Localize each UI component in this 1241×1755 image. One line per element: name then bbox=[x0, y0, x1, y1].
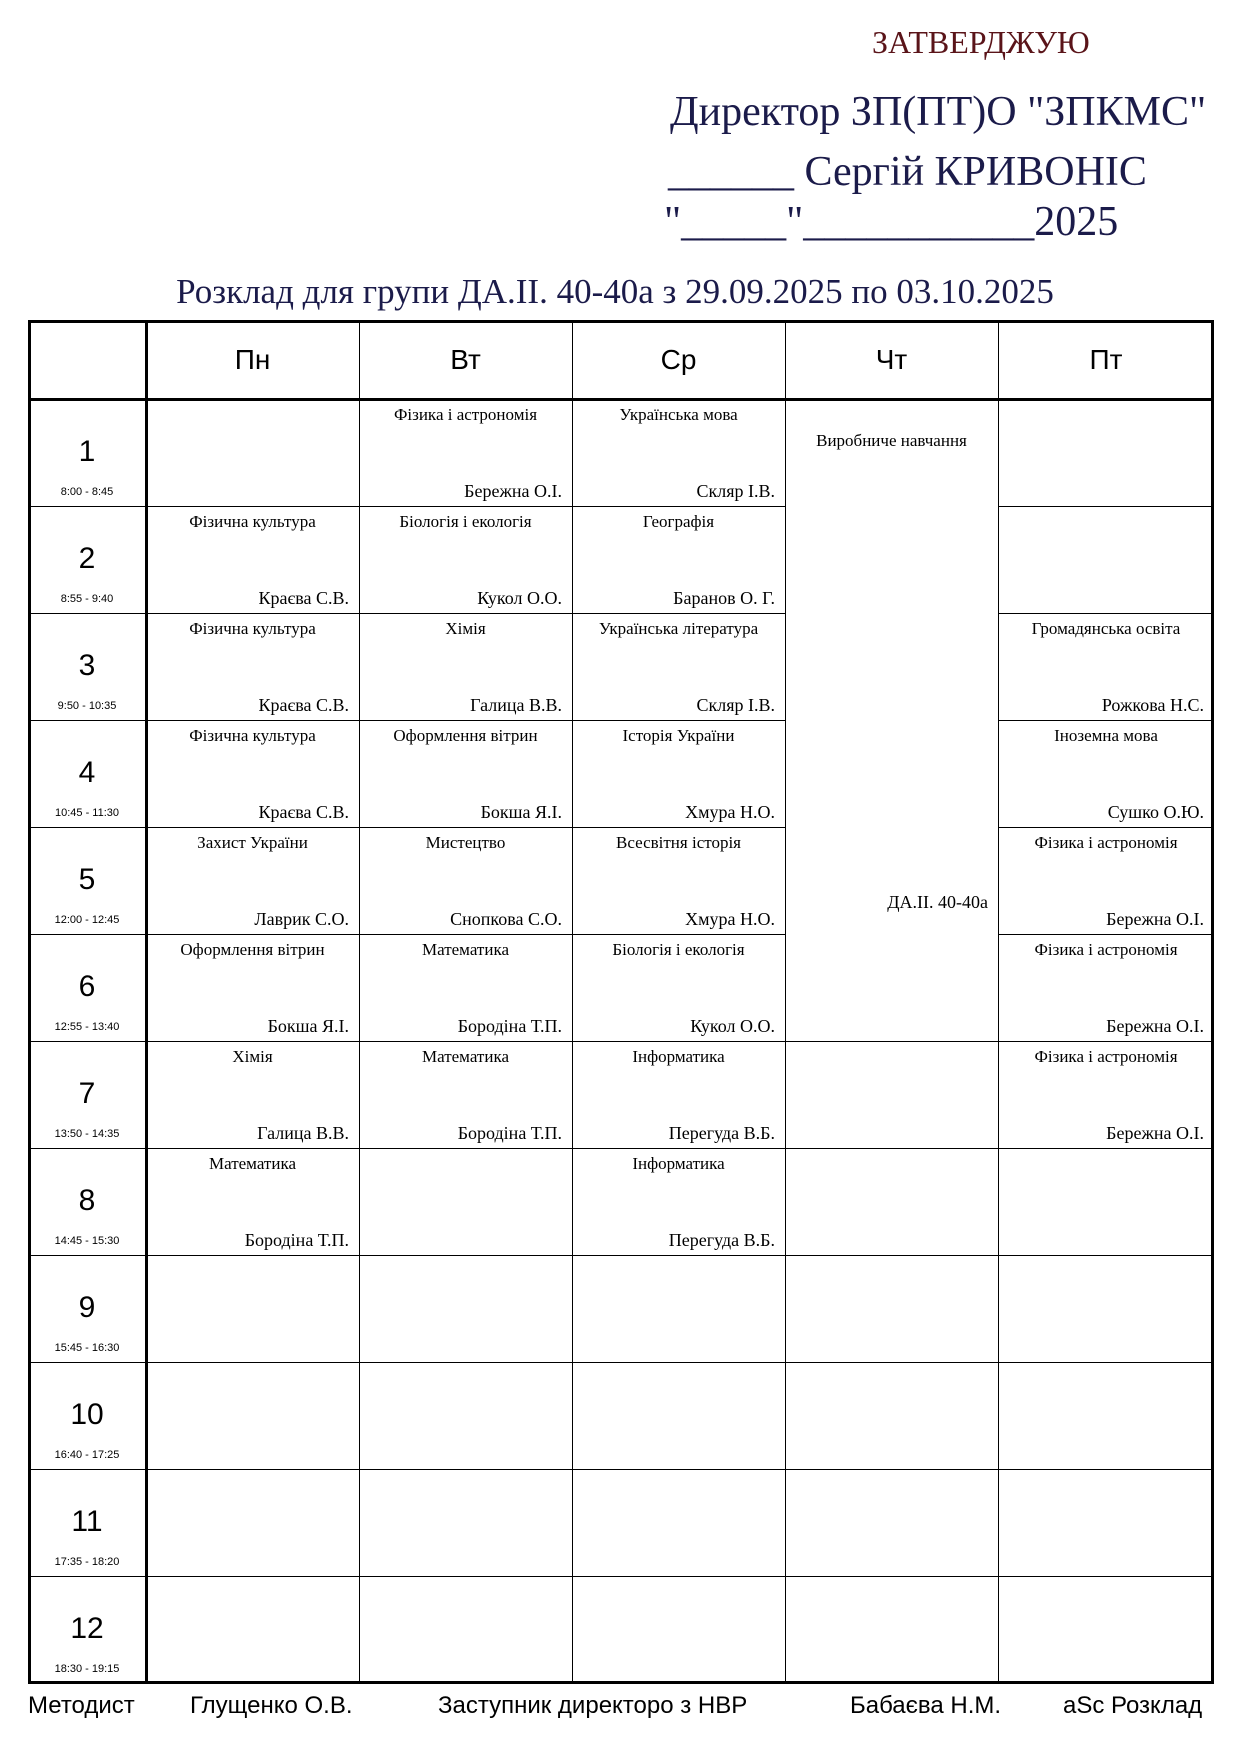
lesson-teacher: Хмура Н.О. bbox=[685, 909, 775, 929]
lesson-teacher: Краєва С.В. bbox=[258, 588, 349, 608]
software-credit: aSc Розклад bbox=[1063, 1692, 1203, 1719]
lesson-cell bbox=[146, 506, 359, 613]
lesson-subject: Іноземна мова bbox=[1054, 726, 1158, 745]
period-number: 10 bbox=[70, 1398, 104, 1431]
lesson-teacher: Краєва С.В. bbox=[258, 695, 349, 715]
period-number: 1 bbox=[78, 435, 96, 468]
period-time: 17:35 - 18:20 bbox=[54, 1556, 120, 1568]
lesson-teacher: Галица В.В. bbox=[257, 1123, 349, 1143]
period-number: 12 bbox=[70, 1612, 104, 1645]
lesson-cell bbox=[998, 827, 1214, 934]
table-border-top bbox=[28, 320, 1214, 323]
row-divider bbox=[146, 1255, 359, 1256]
lesson-teacher: Скляр І.В. bbox=[696, 695, 775, 715]
lesson-subject: Біологія і екологія bbox=[612, 940, 745, 959]
lesson-teacher: Лаврик С.О. bbox=[254, 909, 349, 929]
lesson-teacher: Галица В.В. bbox=[470, 695, 562, 715]
lesson-cell bbox=[359, 827, 572, 934]
lesson-subject: Хімія bbox=[445, 619, 486, 638]
row-divider bbox=[572, 1255, 785, 1256]
lesson-teacher: Бородіна Т.П. bbox=[457, 1016, 562, 1036]
lesson-cell bbox=[359, 613, 572, 720]
period-time: 15:45 - 16:30 bbox=[54, 1342, 120, 1354]
day-header: Пн bbox=[234, 344, 271, 375]
lesson-cell bbox=[572, 827, 785, 934]
period-time: 13:50 - 14:35 bbox=[54, 1128, 120, 1140]
row-divider bbox=[28, 1148, 146, 1149]
lesson-cell bbox=[998, 720, 1214, 827]
lesson-teacher: Скляр І.В. bbox=[696, 481, 775, 501]
lesson-subject: Історія України bbox=[622, 726, 735, 745]
lesson-teacher: Кукол О.О. bbox=[477, 588, 562, 608]
lesson-subject: Всесвітня історія bbox=[616, 833, 741, 852]
period-number: 9 bbox=[78, 1291, 96, 1324]
period-time: 12:00 - 12:45 bbox=[54, 914, 120, 926]
period-time: 14:45 - 15:30 bbox=[54, 1235, 120, 1247]
lesson-cell bbox=[572, 399, 785, 506]
approve-stamp: ЗАТВЕРДЖУЮ bbox=[872, 24, 1090, 60]
lesson-subject: Математика bbox=[208, 1154, 297, 1173]
period-time: 12:55 - 13:40 bbox=[54, 1021, 120, 1033]
lesson-teacher: Снопкова С.О. bbox=[450, 909, 562, 929]
lesson-subject: Виробниче навчання bbox=[816, 431, 967, 450]
period-time: 10:45 - 11:30 bbox=[54, 807, 119, 819]
row-divider bbox=[28, 1041, 146, 1042]
lesson-subject: Громадянська освіта bbox=[1031, 619, 1181, 638]
lesson-teacher: Бокша Я.І. bbox=[267, 1016, 349, 1036]
row-divider bbox=[28, 1362, 146, 1363]
row-divider bbox=[785, 1362, 998, 1363]
lesson-teacher: Рожкова Н.С. bbox=[1101, 695, 1204, 715]
schedule-table bbox=[28, 320, 1214, 1688]
period-time: 8:55 - 9:40 bbox=[60, 593, 114, 605]
lesson-subject: Математика bbox=[421, 1047, 510, 1066]
lesson-subject: Географія bbox=[642, 512, 715, 531]
lesson-cell bbox=[785, 399, 998, 1041]
row-divider bbox=[785, 1148, 998, 1149]
methodist-label: Методист bbox=[28, 1692, 135, 1719]
lesson-cell bbox=[359, 399, 572, 506]
row-divider bbox=[998, 1148, 1214, 1149]
row-divider bbox=[28, 1576, 146, 1577]
row-divider bbox=[785, 1469, 998, 1470]
lesson-subject: Захист України bbox=[197, 833, 308, 852]
lesson-teacher: Кукол О.О. bbox=[690, 1016, 775, 1036]
lesson-subject: Оформлення вітрин bbox=[393, 726, 538, 745]
row-divider bbox=[785, 1255, 998, 1256]
row-divider bbox=[28, 827, 146, 828]
lesson-teacher: Бережна О.І. bbox=[1106, 909, 1204, 929]
director-line: Директор ЗП(ПТ)О "ЗПКМС" bbox=[670, 89, 1207, 135]
lesson-subject: Інформатика bbox=[632, 1047, 725, 1066]
row-divider bbox=[359, 1576, 572, 1577]
lesson-subject: Фізика і астрономія bbox=[1034, 1047, 1178, 1066]
lesson-subject: Хімія bbox=[232, 1047, 273, 1066]
lesson-subject: Фізична культура bbox=[189, 726, 316, 745]
period-time: 16:40 - 17:25 bbox=[54, 1449, 120, 1461]
lesson-group: ДА.ІІ. 40-40а bbox=[887, 892, 988, 912]
row-divider bbox=[28, 613, 146, 614]
period-time: 8:00 - 8:45 bbox=[60, 486, 114, 498]
row-divider bbox=[28, 506, 146, 507]
lesson-subject: Фізична культура bbox=[189, 619, 316, 638]
lesson-cell bbox=[146, 1041, 359, 1148]
lesson-subject: Фізична культура bbox=[189, 512, 316, 531]
lesson-cell bbox=[146, 613, 359, 720]
lesson-subject: Мистецтво bbox=[425, 833, 506, 852]
lesson-cell bbox=[359, 934, 572, 1041]
lesson-subject: Фізика і астрономія bbox=[1034, 833, 1178, 852]
signature-line: ______ Сергій КРИВОНІС bbox=[668, 149, 1147, 195]
row-divider bbox=[146, 1469, 359, 1470]
period-number: 3 bbox=[78, 649, 96, 682]
lesson-cell bbox=[572, 720, 785, 827]
lesson-cell bbox=[359, 506, 572, 613]
row-divider bbox=[28, 1255, 146, 1256]
lesson-subject: Біологія і екологія bbox=[399, 512, 532, 531]
lesson-cell bbox=[359, 720, 572, 827]
lesson-teacher: Бережна О.І. bbox=[1106, 1016, 1204, 1036]
lesson-cell bbox=[146, 720, 359, 827]
row-divider bbox=[998, 506, 1214, 507]
lesson-cell bbox=[146, 827, 359, 934]
lesson-teacher: Баранов О. Г. bbox=[673, 588, 775, 608]
period-number: 8 bbox=[78, 1184, 96, 1217]
deputy-name: Бабаєва Н.М. bbox=[850, 1692, 1002, 1719]
period-time: 18:30 - 19:15 bbox=[54, 1663, 120, 1675]
lesson-cell bbox=[572, 506, 785, 613]
lesson-teacher: Бокша Я.І. bbox=[480, 802, 562, 822]
lesson-cell bbox=[572, 613, 785, 720]
day-header: Пт bbox=[1089, 344, 1123, 375]
lesson-cell bbox=[998, 934, 1214, 1041]
lesson-subject: Фізика і астрономія bbox=[393, 405, 538, 424]
lesson-teacher: Перегуда В.Б. bbox=[668, 1123, 775, 1143]
row-divider bbox=[146, 1362, 359, 1363]
lesson-cell bbox=[359, 1041, 572, 1148]
lesson-subject: Українська мова bbox=[619, 405, 738, 424]
lesson-cell bbox=[572, 1041, 785, 1148]
lesson-subject: Фізика і астрономія bbox=[1034, 940, 1178, 959]
row-divider bbox=[785, 1041, 998, 1042]
row-divider bbox=[359, 1255, 572, 1256]
period-number: 5 bbox=[78, 863, 96, 896]
lesson-cell bbox=[146, 934, 359, 1041]
page-title: Розклад для групи ДА.ІІ. 40-40а з 29.09.2025 по 03.10.2025 bbox=[176, 272, 1054, 311]
lesson-subject: Оформлення вітрин bbox=[180, 940, 325, 959]
deputy-label: Заступник директоро з НВР bbox=[438, 1692, 748, 1719]
row-divider bbox=[998, 1362, 1214, 1363]
day-header: Вт bbox=[450, 344, 481, 375]
lesson-subject: Інформатика bbox=[632, 1154, 725, 1173]
row-divider bbox=[146, 1576, 359, 1577]
row-divider bbox=[998, 1576, 1214, 1577]
day-header: Ср bbox=[660, 344, 697, 375]
row-divider bbox=[28, 934, 146, 935]
day-header: Чт bbox=[875, 344, 908, 375]
lesson-cell bbox=[998, 613, 1214, 720]
row-divider bbox=[359, 1148, 572, 1149]
lesson-subject: Українська література bbox=[598, 619, 759, 638]
lesson-teacher: Хмура Н.О. bbox=[685, 802, 775, 822]
period-number: 2 bbox=[78, 542, 96, 575]
table-border-bottom bbox=[28, 1681, 1214, 1684]
row-divider bbox=[998, 1255, 1214, 1256]
period-number: 7 bbox=[78, 1077, 96, 1110]
row-divider bbox=[28, 720, 146, 721]
lesson-teacher: Бородіна Т.П. bbox=[244, 1230, 349, 1250]
lesson-cell bbox=[146, 1148, 359, 1255]
lesson-teacher: Сушко О.Ю. bbox=[1107, 802, 1204, 822]
lesson-teacher: Бережна О.І. bbox=[464, 481, 562, 501]
row-divider bbox=[785, 1576, 998, 1577]
period-number: 6 bbox=[78, 970, 96, 1003]
lesson-teacher: Краєва С.В. bbox=[258, 802, 349, 822]
period-number: 4 bbox=[78, 756, 96, 789]
row-divider bbox=[572, 1469, 785, 1470]
lesson-teacher: Бережна О.І. bbox=[1106, 1123, 1204, 1143]
date-line: "_____"___________2025 bbox=[664, 199, 1119, 245]
row-divider bbox=[359, 1469, 572, 1470]
row-divider bbox=[998, 1469, 1214, 1470]
methodist-name: Глущенко О.В. bbox=[190, 1692, 353, 1719]
row-divider bbox=[28, 1469, 146, 1470]
row-divider bbox=[572, 1362, 785, 1363]
lesson-teacher: Бородіна Т.П. bbox=[457, 1123, 562, 1143]
lesson-cell bbox=[572, 1148, 785, 1255]
row-divider bbox=[572, 1576, 785, 1577]
lesson-teacher: Перегуда В.Б. bbox=[668, 1230, 775, 1250]
period-time: 9:50 - 10:35 bbox=[57, 700, 117, 712]
row-divider bbox=[359, 1362, 572, 1363]
lesson-subject: Математика bbox=[421, 940, 510, 959]
period-number: 11 bbox=[71, 1505, 103, 1538]
lesson-cell bbox=[998, 1041, 1214, 1148]
lesson-cell bbox=[572, 934, 785, 1041]
